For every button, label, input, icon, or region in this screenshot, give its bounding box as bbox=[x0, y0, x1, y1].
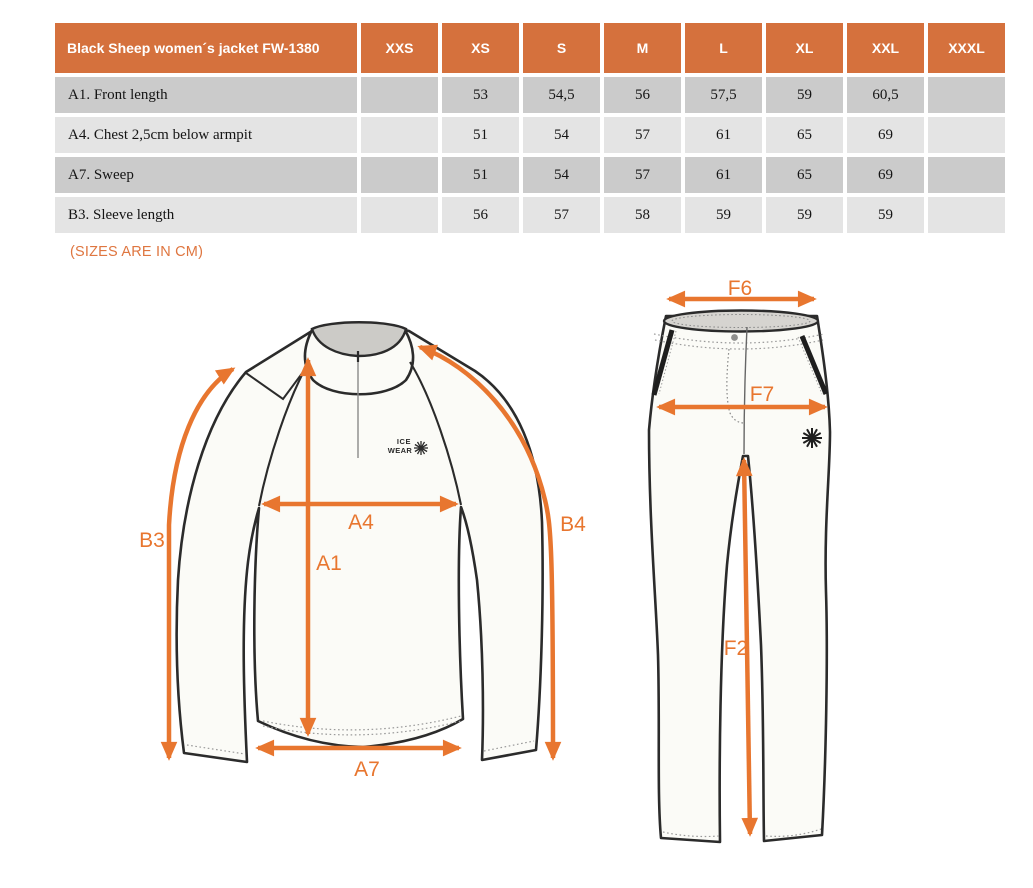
size-cell: 58 bbox=[604, 197, 681, 233]
size-header-xxl: XXL bbox=[847, 23, 924, 73]
size-header-s: S bbox=[523, 23, 600, 73]
row-label: B3. Sleeve length bbox=[55, 197, 357, 233]
size-cell: 59 bbox=[766, 197, 843, 233]
size-header-xs: XS bbox=[442, 23, 519, 73]
pants-drawing bbox=[649, 277, 830, 842]
size-cell: 54 bbox=[523, 117, 600, 153]
size-cell: 57 bbox=[604, 117, 681, 153]
a1-label: A1 bbox=[316, 552, 342, 575]
sizes-unit-note: (SIZES ARE IN CM) bbox=[70, 244, 204, 260]
logo-text-wear: WEAR bbox=[387, 446, 413, 455]
row-label: A1. Front length bbox=[55, 77, 357, 113]
b4-label: B4 bbox=[560, 513, 586, 536]
table-title: Black Sheep women´s jacket FW-1380 bbox=[55, 23, 357, 73]
size-cell: 53 bbox=[442, 77, 519, 113]
pants-button bbox=[731, 334, 738, 341]
f2-label: F2 bbox=[723, 637, 749, 660]
a7-label: A7 bbox=[354, 758, 380, 781]
size-cell: 61 bbox=[685, 117, 762, 153]
size-header-xl: XL bbox=[766, 23, 843, 73]
logo-text-ice: ICE bbox=[396, 437, 412, 446]
row-label: A4. Chest 2,5cm below armpit bbox=[55, 117, 357, 153]
size-cell: 61 bbox=[685, 157, 762, 193]
b3-label: B3 bbox=[139, 529, 165, 552]
size-cell: 54,5 bbox=[523, 77, 600, 113]
size-cell: 69 bbox=[847, 117, 924, 153]
size-cell: 59 bbox=[766, 77, 843, 113]
f7-label: F7 bbox=[749, 383, 775, 406]
size-cell: 56 bbox=[442, 197, 519, 233]
pants-waist-opening bbox=[664, 311, 818, 332]
jacket-drawing bbox=[139, 322, 586, 781]
pants-outline bbox=[649, 316, 830, 842]
size-cell: 57 bbox=[523, 197, 600, 233]
size-header-xxxl: XXXL bbox=[928, 23, 1005, 73]
size-cell: 65 bbox=[766, 157, 843, 193]
row-label: A7. Sweep bbox=[55, 157, 357, 193]
a4-label: A4 bbox=[348, 511, 374, 534]
size-cell: 51 bbox=[442, 157, 519, 193]
size-cell: 57,5 bbox=[685, 77, 762, 113]
size-header-m: M bbox=[604, 23, 681, 73]
size-cell: 59 bbox=[685, 197, 762, 233]
f6-label: F6 bbox=[727, 277, 753, 300]
size-cell: 51 bbox=[442, 117, 519, 153]
size-cell: 57 bbox=[604, 157, 681, 193]
size-cell: 69 bbox=[847, 157, 924, 193]
size-cell: 60,5 bbox=[847, 77, 924, 113]
size-cell: 59 bbox=[847, 197, 924, 233]
size-cell: 56 bbox=[604, 77, 681, 113]
size-cell: 65 bbox=[766, 117, 843, 153]
size-header-xxs: XXS bbox=[361, 23, 438, 73]
size-cell: 54 bbox=[523, 157, 600, 193]
size-header-l: L bbox=[685, 23, 762, 73]
